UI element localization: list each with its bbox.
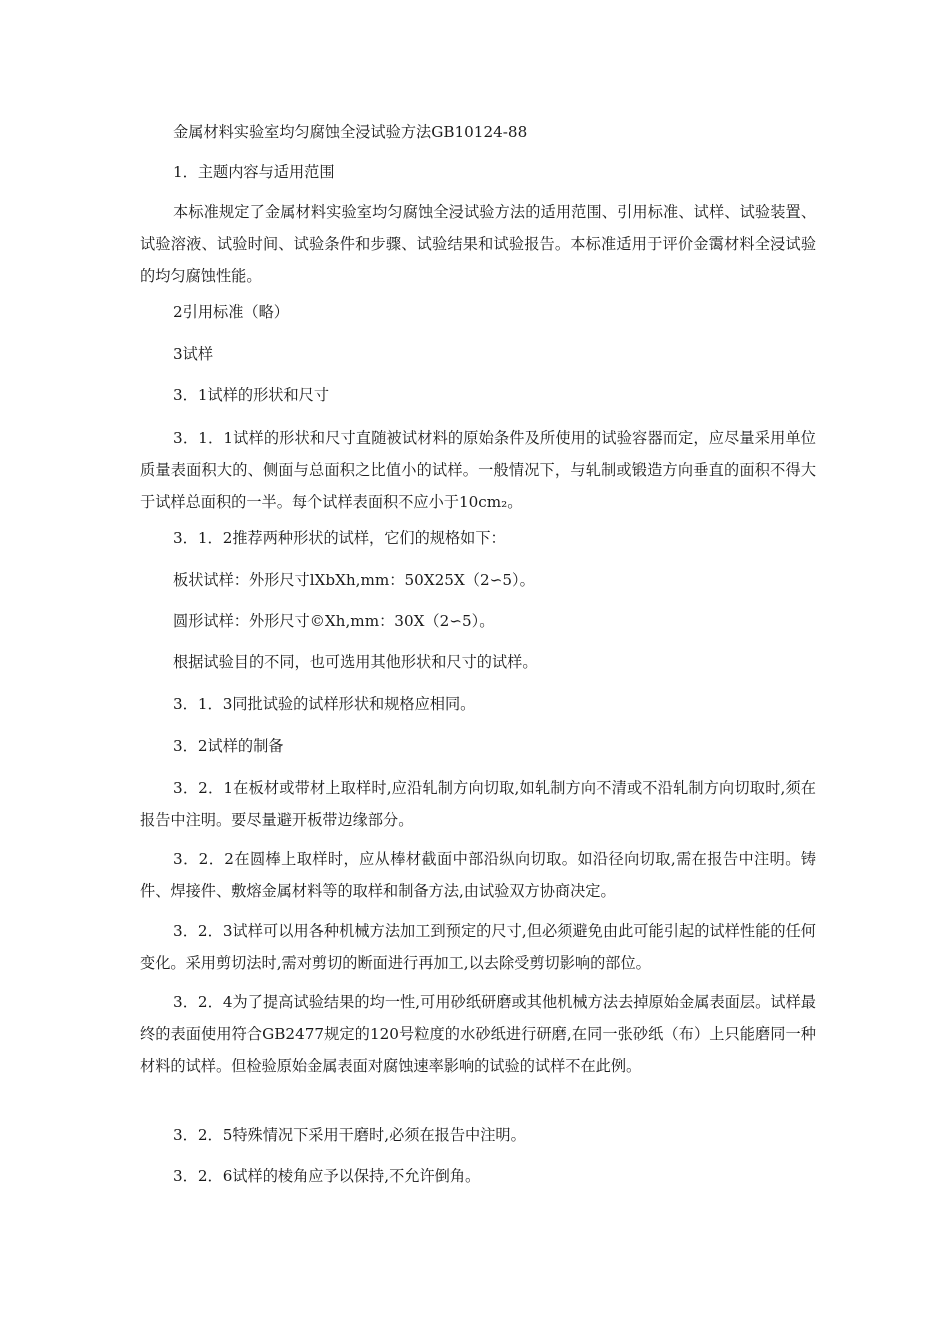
section-heading-1: 1．主题内容与适用范围: [173, 163, 335, 181]
plate-specimen-spec: 板状试样：外形尺寸lXbXh,mm：50X25X（2∽5）。: [173, 571, 535, 589]
paragraph-3-1-3: 3．1．3同批试验的试样形状和规格应相同。: [173, 695, 476, 713]
section-heading-3: 3试样: [173, 345, 214, 363]
paragraph-3-1-2: 3．1．2推荐两种形状的试样，它们的规格如下：: [173, 529, 506, 547]
section-heading-3-2: 3．2试样的制备: [173, 737, 284, 755]
paragraph-3-2-3: 3．2．3试样可以用各种机械方法加工到预定的尺寸,但必须避免由此可能引起的试样性能的任何变化。采用剪切法时,需对剪切的断面进行再加工,以去除受剪切影响的部位。: [140, 922, 816, 972]
round-specimen-spec: 圆形试样：外形尺寸©Xh,mm：30X（2∽5）。: [173, 612, 495, 630]
paragraph-other-shapes: 根据试验目的不同，也可选用其他形状和尺寸的试样。: [173, 653, 538, 671]
document-title: 金属材料实验室均匀腐蚀全浸试验方法GB10124-88: [173, 123, 528, 141]
section-heading-3-1: 3．1试样的形状和尺寸: [173, 386, 330, 404]
section-heading-2: 2引用标准（略）: [173, 303, 289, 321]
paragraph-3-2-4: 3．2．4为了提高试验结果的均一性,可用砂纸研磨或其他机械方法去掉原始金属表面层。试样最终的表面使用符合GB2477规定的120号粒度的水砂纸进行研磨,在同一张砂纸（布）上只能磨同一种材料的试样。但检验原始金属表面对腐蚀速率影响的试验的试样不在此例。: [140, 993, 816, 1075]
paragraph-3-2-2: 3．2．2在圆棒上取样时，应从棒材截面中部沿纵向切取。如沿径向切取,需在报告中注明。铸件、焊接件、敷熔金属材料等的取样和制备方法,由试验双方协商决定。: [140, 850, 816, 900]
paragraph-3-1-1: 3．1．1试样的形状和尺寸直随被试材料的原始条件及所使用的试验容器而定，应尽量采用单位质量表面积大的、侧面与总面积之比值小的试样。一般情况下，与轧制或锻造方向垂直的面积不得大于试样总面积的一半。每个试样表面积不应小于10cm₂。: [140, 429, 816, 511]
paragraph-3-2-6: 3．2．6试样的棱角应予以保持,不允许倒角。: [173, 1167, 481, 1185]
paragraph-3-2-1: 3．2．1在板材或带材上取样时,应沿轧制方向切取,如轧制方向不清或不沿轧制方向切取时,须在报告中注明。要尽量避开板带边缘部分。: [140, 779, 816, 829]
paragraph-scope: 本标准规定了金属材料实验室均匀腐蚀全浸试验方法的适用范围、引用标准、试样、试验装置、试验溶液、试验时间、试验条件和步骤、试验结果和试验报告。本标准适用于评价金霭材料全浸试验的均匀腐蚀性能。: [140, 203, 816, 285]
paragraph-3-2-5: 3．2．5特殊情况下采用干磨时,必须在报告中注明。: [173, 1126, 526, 1144]
